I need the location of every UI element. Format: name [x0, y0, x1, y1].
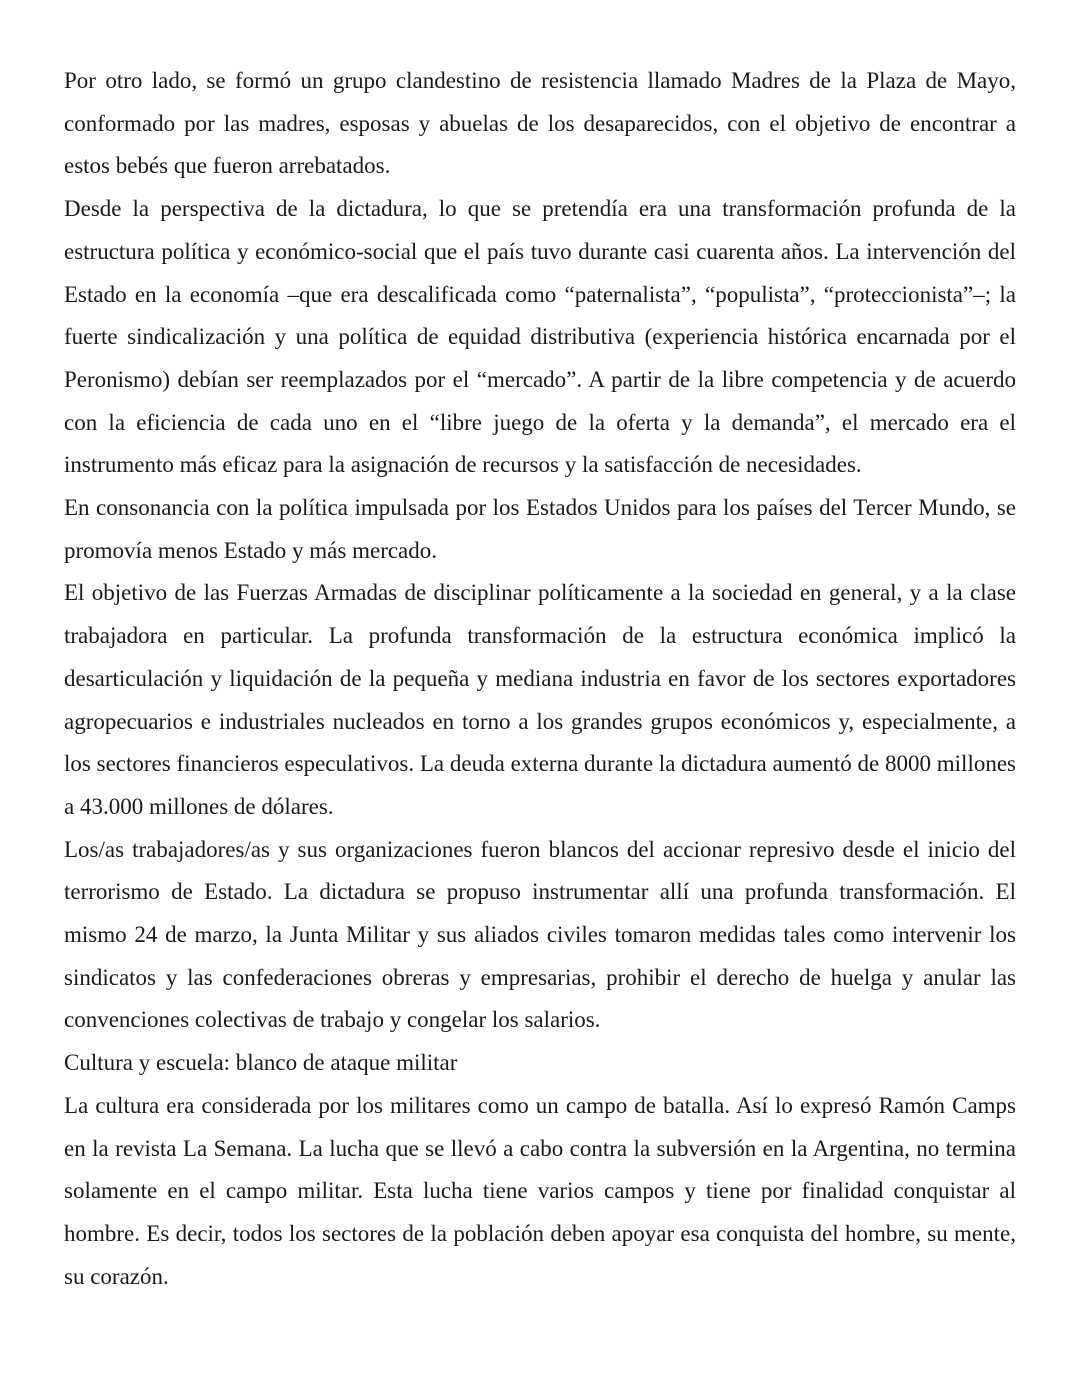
section-heading: Cultura y escuela: blanco de ataque militar	[64, 1050, 458, 1076]
paragraph-perspectiva-dictadura: Desde la perspectiva de la dictadura, lo que se pretendía era una transformación profunda de la estructura política y económico-social que el país tuvo durante casi cuarenta años. La intervención del Estado en la economía –que era descalificada como “paternalista”, “populista”, “proteccionista”–; la fuerte sindicalización y una política de equidad distributiva (experiencia histórica encarnada por el Peronismo) debían ser reemplazados por el “mercado”. A partir de la libre competencia y de acuerdo con la eficiencia de cada uno en el “libre juego de la oferta y la demanda”, el mercado era el instrumento más eficaz para la asignación de recursos y la satisfacción de necesidades.	[64, 196, 1016, 478]
paragraph-estados-unidos: En consonancia con la política impulsada por los Estados Unidos para los países del Tercer Mundo, se promovía menos Estado y más mercado.	[64, 495, 1016, 563]
paragraph-madres-plaza-de-mayo: Por otro lado, se formó un grupo clandestino de resistencia llamado Madres de la Plaza de Mayo, conformado por las madres, esposas y abuelas de los desaparecidos, con el objetivo de encontrar a estos bebés que fueron arrebatados.	[64, 68, 1016, 179]
paragraph-fuerzas-armadas: El objetivo de las Fuerzas Armadas de disciplinar políticamente a la sociedad en general, y a la clase trabajadora en particular. La profunda transformación de la estructura económica implicó la desarticulación y liquidación de la pequeña y mediana industria en favor de los sectores exportadores agropecuarios e industriales nucleados en torno a los grandes grupos económicos y, especialmente, a los sectores financieros especulativos. La deuda externa durante la dictadura aumentó de 8000 millones a 43.000 millones de dólares.	[64, 580, 1016, 819]
paragraph-trabajadores: Los/as trabajadores/as y sus organizaciones fueron blancos del accionar represivo desde el inicio del terrorismo de Estado. La dictadura se propuso instrumentar allí una profunda transformación. El mismo 24 de marzo, la Junta Militar y sus aliados civiles tomaron medidas tales como intervenir los sindicatos y las confederaciones obreras y empresarias, prohibir el derecho de huelga y anular las convenciones colectivas de trabajo y congelar los salarios.	[64, 836, 1016, 1033]
document-page	[64, 60, 1016, 1298]
paragraph-cultura: La cultura era considerada por los militares como un campo de batalla. Así lo expresó Ramón Camps en la revista La Semana. La lucha que se llevó a cabo contra la subversión en la Argentina, no termina solamente en el campo militar. Esta lucha tiene varios campos y tiene por finalidad conquistar al hombre. Es decir, todos los sectores de la población deben apoyar esa conquista del hombre, su mente, su corazón.	[64, 1092, 1016, 1289]
